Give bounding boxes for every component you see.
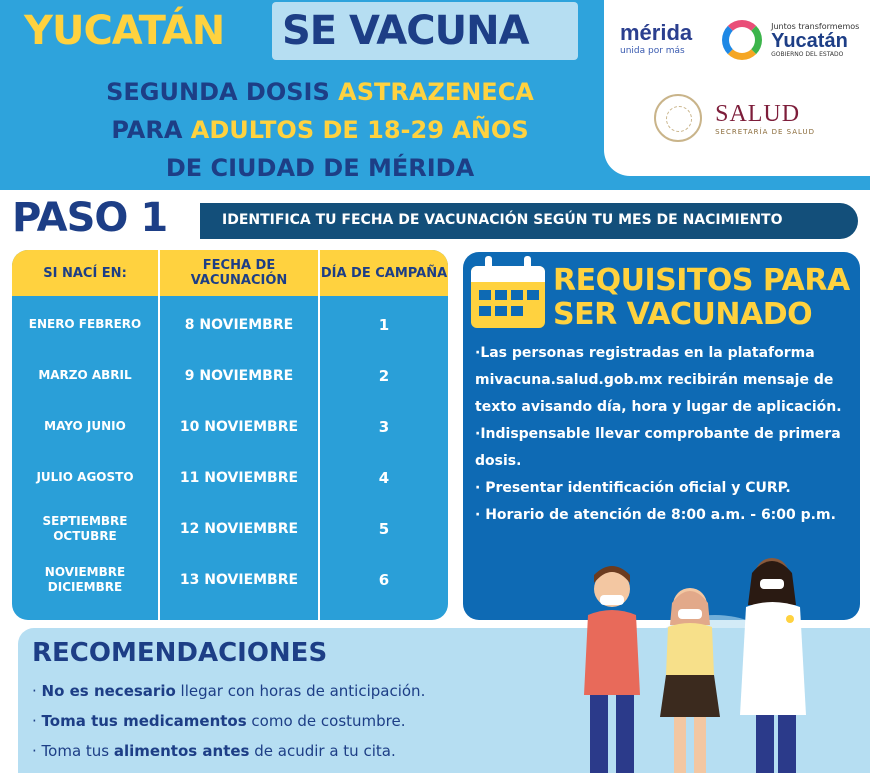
row-date: 12 NOVIEMBRE	[179, 520, 299, 537]
row-day: 2	[378, 366, 390, 385]
yucatan-logo-subtitle: GOBIERNO DEL ESTADO	[771, 51, 844, 58]
row-months: SEPTIEMBRE OCTUBRE	[42, 513, 128, 543]
calendar-icon	[471, 256, 545, 328]
subtitle-line-3: DE CIUDAD DE MÉRIDA	[165, 154, 475, 182]
merida-logo-slogan: unida por más	[620, 46, 685, 56]
salud-logo-word: SALUD	[715, 100, 801, 127]
recommendation-text: llegar con horas de anticipación.	[175, 682, 426, 700]
table-row	[12, 401, 448, 452]
row-date: 11 NOVIEMBRE	[179, 469, 299, 486]
recommendation-text: Toma tus	[41, 742, 114, 760]
row-day: 3	[378, 417, 390, 436]
table-row	[12, 299, 448, 350]
row-date: 10 NOVIEMBRE	[179, 418, 299, 435]
requirement-item: ·Las personas registradas en la plataforma mivacuna.salud.gob.mx recibirán mensaje de texto avisando día, hora y lugar de aplicación.	[475, 345, 842, 415]
campaign-title-slogan: SE VACUNA	[282, 8, 529, 54]
salud-logo	[654, 94, 815, 142]
table-row	[12, 554, 448, 605]
step-label: PASO 1	[12, 195, 168, 241]
requirement-item: · Presentar identificación oficial y CURP.	[475, 480, 791, 496]
row-date: 13 NOVIEMBRE	[179, 571, 299, 588]
subtitle-line-1	[0, 78, 640, 106]
subtitle-dose: SEGUNDA DOSIS	[106, 78, 330, 106]
header-campaign-day: DÍA DE CAMPAÑA	[320, 265, 448, 281]
row-months: MARZO ABRIL	[38, 368, 132, 382]
campaign-title-state: YUCATÁN	[24, 8, 225, 54]
row-day: 1	[378, 315, 390, 334]
header-banner	[0, 0, 870, 190]
merida-logo-word: mérida	[620, 20, 693, 45]
row-date: 9 NOVIEMBRE	[184, 367, 294, 384]
header-birth-month: SI NACÍ EN:	[43, 265, 127, 281]
table-row	[12, 350, 448, 401]
table-row	[12, 503, 448, 554]
recommendation-emphasis: No es necesario	[41, 682, 176, 700]
yucatan-logo-word: Yucatán	[771, 30, 848, 52]
table-row	[12, 452, 448, 503]
row-months: JULIO AGOSTO	[36, 470, 134, 484]
schedule-table	[12, 250, 448, 620]
recommendation-text: como de costumbre.	[246, 712, 406, 730]
national-seal-icon	[654, 94, 702, 142]
recommendation-emphasis: alimentos antes	[113, 742, 250, 760]
recommendation-item: · Toma tus alimentos antes de acudir a tu cita.	[32, 742, 396, 760]
subtitle-age-group: ADULTOS DE 18-29 AÑOS	[190, 116, 529, 144]
recommendations-title: RECOMENDACIONES	[32, 638, 328, 668]
requirement-item: · Horario de atención de 8:00 a.m. - 6:00 p.m.	[475, 507, 836, 523]
step-instruction: IDENTIFICA TU FECHA DE VACUNACIÓN SEGÚN TU MES DE NACIMIENTO	[222, 212, 783, 228]
requirement-item: ·Indispensable llevar comprobante de primera dosis.	[475, 426, 841, 469]
row-months: NOVIEMBRE DICIEMBRE	[44, 564, 126, 594]
recommendation-text: de acudir a tu cita.	[249, 742, 396, 760]
requirements-list	[475, 340, 855, 529]
recommendation-item: · No es necesario llegar con horas de anticipación.	[32, 682, 426, 700]
recommendation-emphasis: Toma tus medicamentos	[41, 712, 247, 730]
row-day: 4	[378, 468, 390, 487]
recommendation-item: · Toma tus medicamentos como de costumbre.	[32, 712, 406, 730]
row-date: 8 NOVIEMBRE	[184, 316, 294, 333]
subtitle-vaccine: ASTRAZENECA	[338, 78, 534, 106]
table-header	[12, 250, 448, 296]
people-illustration	[560, 545, 870, 773]
row-months: ENERO FEBRERO	[28, 317, 142, 331]
row-months: MAYO JUNIO	[44, 419, 126, 433]
header-vaccination-date: FECHA DE VACUNACIÓN	[190, 258, 288, 288]
step-instruction-bar	[200, 203, 858, 239]
campaign-title-box	[272, 2, 578, 60]
requirements-title: REQUISITOS PARA SER VACUNADO	[553, 263, 850, 332]
salud-logo-subtitle: SECRETARÍA DE SALUD	[715, 127, 816, 136]
yucatan-logo-icon	[722, 20, 762, 60]
subtitle-line-2	[0, 116, 640, 144]
logos-card	[604, 0, 870, 176]
subtitle-para: PARA	[111, 116, 183, 144]
row-day: 6	[378, 570, 390, 589]
yucatan-logo-tagline: Juntos transformemos	[771, 22, 860, 31]
merida-logo	[620, 20, 692, 56]
man-figure	[584, 566, 640, 773]
row-day: 5	[378, 519, 390, 538]
yucatan-logo	[722, 20, 859, 60]
